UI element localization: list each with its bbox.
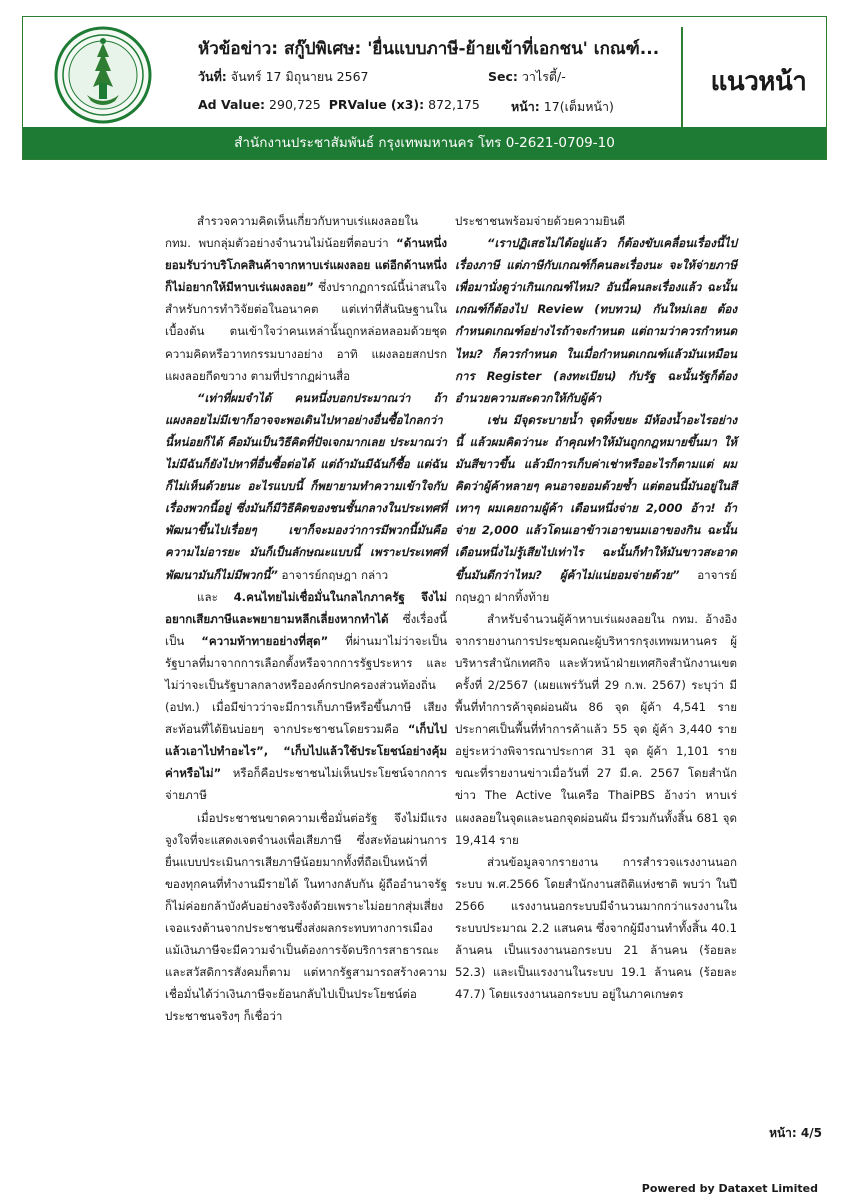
paragraph-text: ซึ่งปรากฏการณ์นี้น่าสนใจสำหรับการทำวิจัยต่อในอนาคต แต่เท่าที่สันนิษฐานในเบื้องต้น ตนเข้าใจว่าคนเหล่านั้นถูกหล่อหลอมด้วยชุดความคิดหรือวาทกรรมบางอย่าง อาทิ แผงลอยสกปรก แผงลอยกีดขวาง ตามที่ปรากฏผ่านสื่อ xyxy=(165,280,447,383)
agency-bar: สำนักงานประชาสัมพันธ์ กรุงเทพมหานคร โทร 0-2621-0709-10 xyxy=(23,127,826,159)
paragraph-text: “เท่าที่ผมจำได้ คนหนึ่งบอกประมาณว่า ถ้าแผงลอยไม่มีเขาก็อาจจะพอเดินไปหาอย่างอื่นซื้อไกลกว่านี้หน่อยก็ได้ คือมันเป็นวิธีคิดที่ปัจเจกมากเลย ประมาณว่าไม่มีฉันก็ยังไปหาที่อื่นซื้อต่อได้ แต่ถ้ามันมีฉันก็ซื้อ แต่ฉันก็ไม่เห็นด้วยนะ อะไรแบบนี้ ก็พยายามทำความเข้าใจกับเรื่องพวกนี้อยู่ ซึ่งมันก็มีวิธีคิดของชนชั้นกลางในประเทศที่พัฒนาขึ้นไปเรื่อยๆ เขาก็จะมองว่าการมีพวกนี้มันคือความไม่อารยะ มันก็เป็นลักษณะแบบนี้ เพราะประเทศที่พัฒนามันก็ไม่มีพวกนี้” xyxy=(165,390,447,582)
page-field: หน้า: 17(เต็มหน้า) xyxy=(511,99,614,114)
article-paragraph xyxy=(165,210,447,387)
value-row: Ad Value: 290,725 PRValue (x3): 872,175 xyxy=(198,97,480,112)
clipping-header xyxy=(22,16,827,160)
article-paragraph xyxy=(455,608,737,851)
powered-by: Powered by Dataxet Limited xyxy=(641,1182,818,1195)
publisher-name: แนวหน้า xyxy=(710,67,807,97)
article-paragraph xyxy=(455,232,737,409)
paragraph-text: “เราปฏิเสธไม่ได้อยู่แล้ว ก็ต้องขับเคลื่อนเรื่องนี้ไป เรื่องภาษี แต่ภาษีกับเกณฑ์ก็คนละเรื่องนะ จะให้จ่ายภาษีเพื่อมานั่งดูว่าเกินเกณฑ์ไหม? อันนี้คนละเรื่องแล้ว ฉะนั้นเกณฑ์ก็ต้องไป Review (ทบทวน) กันใหม่เลย ต้องกำหนดเกณฑ์อย่างไรถ้าจะกำหนด แต่ถามว่าควรกำหนดไหม? ก็ควรกำหนด ในเมื่อกำหนดเกณฑ์แล้วมันเหมือนการ Register (ลงทะเบียน) กับรัฐ ฉะนั้นรัฐก็ต้องอำนวยความสะดวกให้กับผู้ค้า xyxy=(455,236,737,405)
paragraph-text: และ xyxy=(197,589,234,604)
paragraph-text: อาจารย์กฤษฎา กล่าว xyxy=(277,567,389,582)
paragraph-text: สำรวจความคิดเห็นเกี่ยวกับหาบเร่แผงลอยใน กทม. พบกลุ่มตัวอย่างจำนวนไม่น้อยที่ตอบว่า xyxy=(165,214,419,251)
article-paragraph xyxy=(455,851,737,1006)
paragraph-text: สำหรับจำนวนผู้ค้าหาบเร่แผงลอยใน กทม. อ้างอิงจากรายงานการประชุมคณะผู้บริหารกรุงเทพมหานคร ผู้บริหารสำนักเทศกิจ และหัวหน้าฝ่ายเทศกิจสำนักงานเขต ครั้งที่ 2/2567 (เผยแพร่วันที่ 29 ก.พ. 2567) ระบุว่า มีพื้นที่ทำการค้าจุดผ่อนผัน 86 จุด ผู้ค้า 4,541 ราย ประกาศเป็นพื้นที่ทำการค้าแล้ว 55 จุด ผู้ค้า 3,440 ราย อยู่ระหว่างพิจารณาประกาศ 31 จุด ผู้ค้า 1,101 ราย ขณะที่รายงานข่าวเมื่อวันที่ 27 มี.ค. 2567 โดยสำนักข่าว The Active ในเครือ ThaiPBS อ้างว่า หาบเร่แผงลอยในจุดและนอกจุดผ่อนผัน มีรวมกันทั้งสิ้น 681 จุด 19,414 ราย xyxy=(455,611,737,847)
paragraph-text: “ความท้าทายอย่างที่สุด” xyxy=(201,633,329,648)
article-column-right xyxy=(455,210,737,1005)
paragraph-text: เช่น มีจุดระบายน้ำ จุดทิ้งขยะ มีห้องน้ำอะไรอย่างนี้ แล้วผมคิดว่านะ ถ้าคุณทำให้มันถูกกฎหมายขึ้นมา ให้มันสีขาวขึ้น แล้วมีการเก็บค่าเช่าหรืออะไรก็ตามแต่ ผมคิดว่าผู้ค้าหลายๆ คนอาจยอมด้วยซ้ำ แต่ตอนนี้มันอยู่ในสีเทาๆ ผมเคยถามผู้ค้า เดือนหนึ่งจ่าย 2,000 อ้าว! ถ้าจ่าย 2,000 แล้วโดนเอาข้าวเอาขนมเอาของกิน ฉะนั้นเดือนหนึ่งไม่รู้เสียไปเท่าไร ฉะนั้นก็ทำให้มันขาวสะอาดขึ้นมันดีกว่าไหม? ผู้ค้าไม่แน่ยอมจ่ายด้วย” xyxy=(455,412,737,582)
paragraph-text: หรือก็คือประชาชนไม่เห็นประโยชน์จากการจ่ายภาษี xyxy=(165,766,447,803)
date-row: วันที่: จันทร์ 17 มิถุนายน 2567 xyxy=(198,69,369,84)
paragraph-text: ซึ่งเรื่องนี้เป็น xyxy=(165,611,447,648)
bangkok-seal-logo xyxy=(53,25,153,125)
paragraph-text: ส่วนข้อมูลจากรายงาน การสำรวจแรงงานนอกระบบ พ.ศ.2566 โดยสำนักงานสถิติแห่งชาติ พบว่า ในปี 2566 แรงงานนอกระบบมีจำนวนมากกว่าแรงงานในระบบประมาณ 2.2 แสนคน ซึ่งจากผู้มีงานทำทั้งสิ้น 40.1 ล้านคน เป็นแรงงานนอกระบบ 21 ล้านคน (ร้อยละ 52.3) และเป็นแรงงานในระบบ 19.1 ล้านคน (ร้อยละ 47.7) โดยแรงงานนอกระบบ อยู่ในภาคเกษตร xyxy=(455,854,737,1002)
page-number: หน้า: 4/5 xyxy=(769,1126,822,1140)
paragraph-text: อาจารย์กฤษฎา ฝากทิ้งท้าย xyxy=(455,567,738,604)
paragraph-text: “เก็บไปแล้วเอาไปทำอะไร”, “เก็บไปแล้วใช้ประโยชน์อย่างคุ้มค่าหรือไม่” xyxy=(165,722,447,781)
section-field: Sec: วาไรตี้/- xyxy=(488,69,566,84)
article-column-left xyxy=(165,210,447,1027)
paragraph-text: 4.คนไทยไม่เชื่อมั่นในกลไกภาครัฐ จึงไม่อยากเสียภาษีและพยายามหลีกเลี่ยงหากทำได้ xyxy=(165,589,447,626)
article-paragraph xyxy=(165,807,447,1028)
article-paragraph xyxy=(455,409,737,608)
header-divider xyxy=(681,27,683,127)
headline: หัวข้อข่าว: สกู๊ปพิเศษ: 'ยื่นแบบภาษี-ย้ายเข้าที่เอกชน' เกณฑ์... xyxy=(198,39,660,59)
paragraph-text: ประชาชนพร้อมจ่ายด้วยความยินดี xyxy=(455,214,626,228)
paragraph-text: “ด้านหนึ่งยอมรับว่าบริโภคสินค้าจากหาบเร่แผงลอย แต่อีกด้านหนึ่งก็ไม่อยากให้มีหาบเร่แผงลอย” xyxy=(165,236,447,295)
article-paragraph xyxy=(165,586,447,807)
paragraph-text: ที่ผ่านมาไม่ว่าจะเป็นรัฐบาลที่มาจากการเลือกตั้งหรือจากการรัฐประหาร และไม่ว่าจะเป็นรัฐบาลกลางหรือองค์กรปกครองส่วนท้องถิ่น (อปท.) เมื่อมีข่าวว่าจะมีการเก็บภาษีหรือขึ้นภาษี เสียงสะท้อนที่ได้ยินบ่อยๆ จากประชาชนโดยรวมคือ xyxy=(165,633,447,737)
paragraph-text: เมื่อประชาชนขาดความเชื่อมั่นต่อรัฐ จึงไม่มีแรงจูงใจที่จะแสดงเจตจำนงเพื่อเสียภาษี ซึ่งสะท้อนผ่านการยื่นแบบประเมินการเสียภาษีน้อยมากทั้งที่ถือเป็นหน้าที่ของทุกคนที่ทำงานมีรายได้ ในทางกลับกัน ผู้ถืออำนาจรัฐก็ไม่ค่อยกล้าบังคับอย่างจริงจังด้วยเพราะไม่อยากสุ่มเสี่ยงเจอแรงต้านจากประชาชนซึ่งส่งผลกระทบทางการเมือง แม้เงินภาษีจะมีความจำเป็นต้องการจัดบริการสาธารณะและสวัสดิการสังคมก็ตาม แต่หากรัฐสามารถสร้างความเชื่อมั่นได้ว่าเงินภาษีจะย้อนกลับไปเป็นประโยชน์ต่อประชาชนจริงๆ ก็เชื่อว่า xyxy=(165,810,447,1024)
article-paragraph xyxy=(165,387,447,586)
article-paragraph xyxy=(455,210,737,232)
